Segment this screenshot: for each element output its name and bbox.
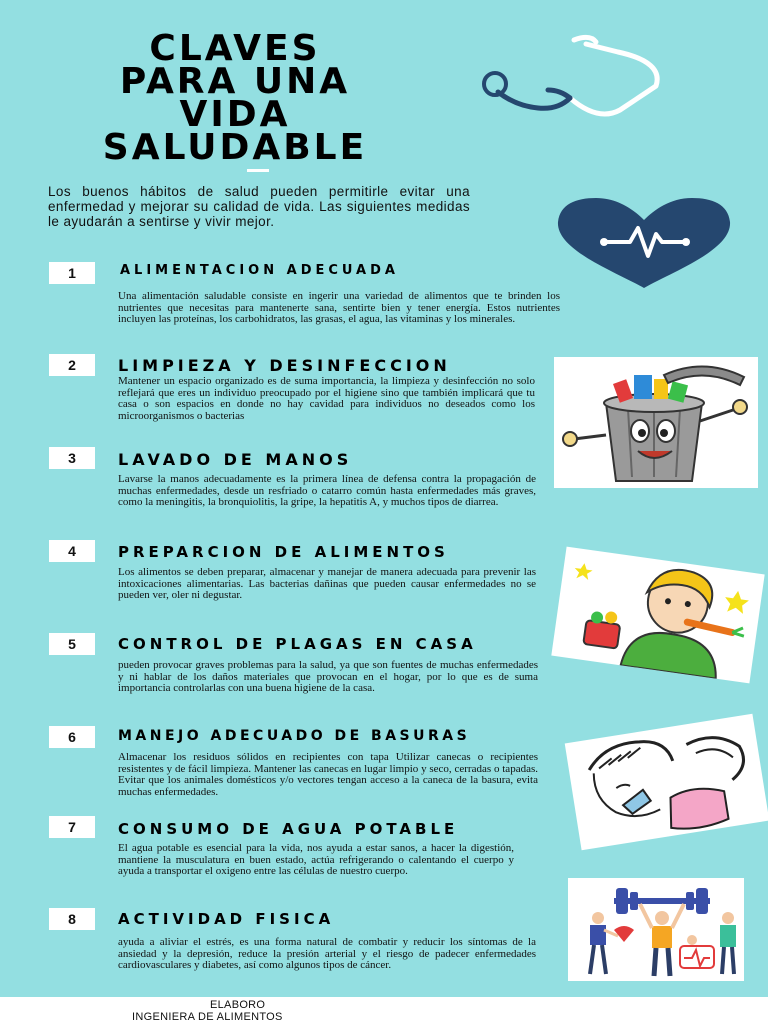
section-number: 8 xyxy=(49,908,95,930)
section-body: ayuda a aliviar el estrés, es una forma natural de combatir y reducir los síntomas de la ansiedad y la depresión, reduce la presión arterial y el riesgo de padecer enfermedades cardiovasculares y diabetes, así como algunos tipos de cáncer. xyxy=(118,936,536,972)
title-line: CLAVES xyxy=(149,28,321,69)
section-title: CONTROL DE PLAGAS EN CASA xyxy=(118,635,477,653)
page-title xyxy=(40,28,430,168)
section-number: 4 xyxy=(49,540,95,562)
section-body: Almacenar los residuos sólidos en recipientes con tapa Utilizar canecas o recipientes resistentes y de fácil limpieza. Mantener las canecas en lugar limpio y seco, cerradas o tapadas. Evitar que los animales domésticos y/o vectores tengan acceso a la caneca de la basura, evita muchas enfermedades. xyxy=(118,751,538,798)
exercise-illustration xyxy=(568,878,744,981)
title-line: VIDA xyxy=(179,94,291,135)
child-eating-illustration xyxy=(551,547,764,684)
title-line: PARA UNA xyxy=(119,61,351,102)
footer xyxy=(0,997,768,1024)
section-number: 3 xyxy=(49,447,95,469)
section-number: 2 xyxy=(49,354,95,376)
section-number: 5 xyxy=(49,633,95,655)
section-body: pueden provocar graves problemas para la salud, ya que son fuentes de muchas enfermedades y ni hablar de los daños materiales que provocan en el hogar, por lo que es de suma importancia controlarlas con una buena higiene de la casa. xyxy=(118,659,538,695)
title-divider xyxy=(247,169,269,172)
footer-line-1: ELABORO xyxy=(210,999,266,1011)
section-body: Lavarse la manos adecuadamente es la primera línea de defensa contra la propagación de muchas enfermedades, desde un resfriado o catarro común hasta enfermedades más graves, como la meningitis, la bronquiolitis, la gripe, la hepatitis A, y muchos tipos de diarrea. xyxy=(118,473,536,509)
section-number: 6 xyxy=(49,726,95,748)
section-body: El agua potable es esencial para la vida, nos ayuda a estar sanos, a hacer la digestión, mantiene la musculatura en buen estado, actúa refrigerando o calentando el cuerpo y ayuda a transportar el oxigeno entre las células de nuestro cuerpo. xyxy=(118,842,514,878)
heart-pulse-icon xyxy=(556,198,732,290)
section-body: Los alimentos se deben preparar, almacenar y manejar de manera adecuada para prevenir las intoxicaciones alimentarias. Las bacterias dañinas que pueden causar enfermedades no se pueden ver, oler ni degustar. xyxy=(118,566,536,602)
section-title: MANEJO ADECUADO DE BASURAS xyxy=(118,728,471,744)
section-title: LIMPIEZA Y DESINFECCION xyxy=(118,356,451,375)
section-title: ALIMENTACION ADECUADA xyxy=(120,263,399,278)
section-number: 1 xyxy=(49,262,95,284)
title-line: SALUDABLE xyxy=(102,127,368,168)
section-title: PREPARCION DE ALIMENTOS xyxy=(118,543,449,561)
intro-text: Los buenos hábitos de salud pueden permitirle evitar una enfermedad y mejorar su calidad de vida. Las siguientes medidas le ayudarán a sentirse y vivir mejor. xyxy=(48,184,470,229)
section-title: LAVADO DE MANOS xyxy=(118,450,353,469)
stethoscope-icon xyxy=(478,30,678,120)
footer-line-2: INGENIERA DE ALIMENTOS xyxy=(132,1011,283,1023)
section-number: 7 xyxy=(49,816,95,838)
section-title: ACTIVIDAD FISICA xyxy=(118,910,335,928)
trash-can-illustration xyxy=(554,357,758,488)
drinking-water-illustration xyxy=(565,714,768,850)
section-title: CONSUMO DE AGUA POTABLE xyxy=(118,820,459,838)
section-body: Mantener un espacio organizado es de suma importancia, la limpieza y desinfección no solo reflejará que eres un individuo preocupado por el higiene sino que también implicará que tu casa o son espacios en donde no hay cavidad para individuos no deseados como los microorganismos o bacterias xyxy=(118,375,535,422)
section-body: Una alimentación saludable consiste en ingerir una variedad de alimentos que te brinden los nutrientes que necesitas para mantenerte sana, sentirte bien y tener energía. Estos nutrientes incluyen las proteínas, los carbohidratos, las grasas, el agua, las vitaminas y los minerales. xyxy=(118,290,560,326)
